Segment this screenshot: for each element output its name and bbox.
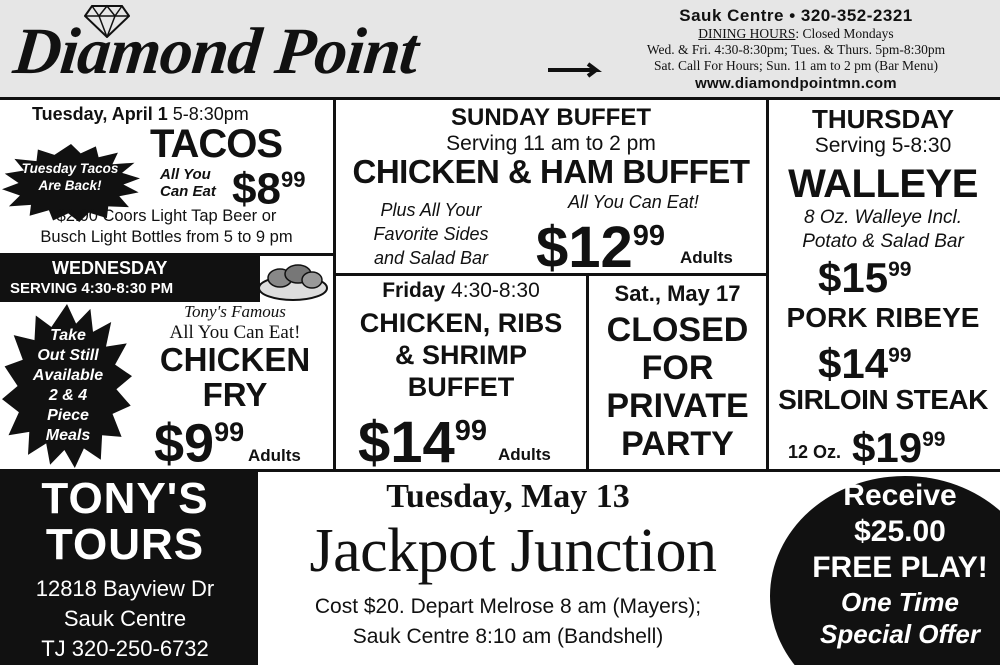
sunday-title: SUNDAY BUFFET — [450, 104, 652, 131]
fried-chicken-icon — [256, 252, 330, 302]
pork-ribeye-title: PORK RIBEYE — [786, 302, 980, 333]
adults-label: Adults — [680, 248, 733, 267]
tuesday-tacos-panel — [0, 100, 336, 256]
sunday-price: $\$12^{99}$ — [536, 214, 666, 276]
beer-special: $2.00 Coors Light Tap Beer or Busch Light Bottles from 5 to 9 pm — [40, 207, 293, 246]
friday-day: Friday 4:30-8:30 — [382, 279, 540, 302]
website-link[interactable]: www.diamondpointmn.com — [695, 75, 897, 92]
header-banner — [0, 0, 1000, 100]
friday-price: $\$14^{99}$ — [358, 409, 488, 472]
restaurant-logo: Diamond Point — [10, 15, 422, 88]
tonys-tours-panel — [0, 472, 258, 665]
saturday-closed-text: CLOSED FOR PRIVATE PARTY — [606, 311, 749, 463]
hours-weekend: Sat. Call For Hours; Sun. 11 am to 2 pm (Bar Menu) — [653, 58, 939, 73]
walleye-title: WALLEYE — [788, 162, 978, 206]
sunday-buffet-panel — [333, 100, 769, 276]
friday-buffet-panel — [333, 273, 589, 472]
sunday-aye: All You Can Eat! — [568, 192, 699, 212]
tuesday-aye: All You Can Eat — [160, 166, 216, 200]
jackpot-junction-panel — [258, 472, 778, 665]
thursday-title: THURSDAY — [811, 104, 955, 134]
wednesday-header: WEDNESDAY SERVING 4:30-8:30 PM — [0, 256, 260, 302]
dining-hours: DINING HOURS: Closed Mondays — [698, 26, 894, 41]
tacos-title: TACOS — [150, 122, 283, 166]
sirloin-title: SIRLOIN STEAK — [778, 384, 988, 415]
location-phone: Sauk Centre • 320-352-2321 — [679, 6, 913, 25]
hours-weekday: Wed. & Fri. 4:30-8:30pm; Tues. & Thurs. 5pm-8:30pm — [646, 42, 946, 57]
adults-label: Adults — [498, 445, 551, 464]
chicken-fry-price: $\$9^{99}$ — [154, 413, 245, 472]
sunday-sides: Plus All Your Favorite Sides and Salad Bar — [373, 200, 489, 268]
pork-ribeye-price: $\$14^{99}$ — [818, 339, 912, 387]
adults-label: Adults — [248, 446, 301, 465]
logo-arrow-icon — [548, 62, 608, 78]
tours-title: TONY'S TOURS — [41, 474, 209, 569]
chicken-fry-title: CHICKEN FRY — [159, 341, 311, 413]
sunday-serving: Serving 11 am to 2 pm — [446, 132, 656, 155]
saturday-date: Sat., May 17 — [614, 281, 741, 306]
takeout-badge-text: Take Out Still Available 2 & 4 Piece Meals — [32, 327, 104, 444]
wednesday-aye: All You Can Eat! — [169, 322, 301, 343]
tours-address: 12818 Bayview Dr Sauk Centre TJ 320-250-6732 — [35, 576, 215, 661]
restaurant-info — [606, 6, 986, 92]
walleye-desc: 8 Oz. Walleye Incl. Potato & Salad Bar — [802, 207, 964, 252]
tonys-famous: Tony's Famous — [184, 302, 286, 321]
taco-badge-text: Tuesday Tacos Are Back! — [21, 161, 119, 193]
jackpot-title: Jackpot Junction — [309, 517, 717, 585]
free-play-text: Receive $25.00 FREE PLAY! One Time Special Offer — [812, 479, 988, 649]
saturday-closed-panel — [586, 273, 769, 472]
tuesday-date: Tuesday, April 1 5-8:30pm — [32, 104, 249, 124]
sirloin-size: 12 Oz. — [788, 442, 842, 462]
wednesday-chicken-panel — [0, 300, 336, 472]
sirloin-price: $\$19^{99}$ — [852, 423, 946, 471]
walleye-price: $\$15^{99}$ — [818, 253, 912, 301]
sunday-item: CHICKEN & HAM BUFFET — [352, 153, 750, 190]
thursday-panel — [766, 100, 1000, 472]
jackpot-cost: Cost $20. Depart Melrose 8 am (Mayers); Sauk Centre 8:10 am (Bandshell) — [314, 595, 702, 648]
thursday-serving: Serving 5-8:30 — [814, 134, 952, 157]
friday-item: CHICKEN, RIBS & SHRIMP BUFFET — [359, 308, 563, 402]
tacos-price: $\$8^{99}$ — [232, 164, 306, 214]
jackpot-date: Tuesday, May 13 — [386, 478, 630, 515]
